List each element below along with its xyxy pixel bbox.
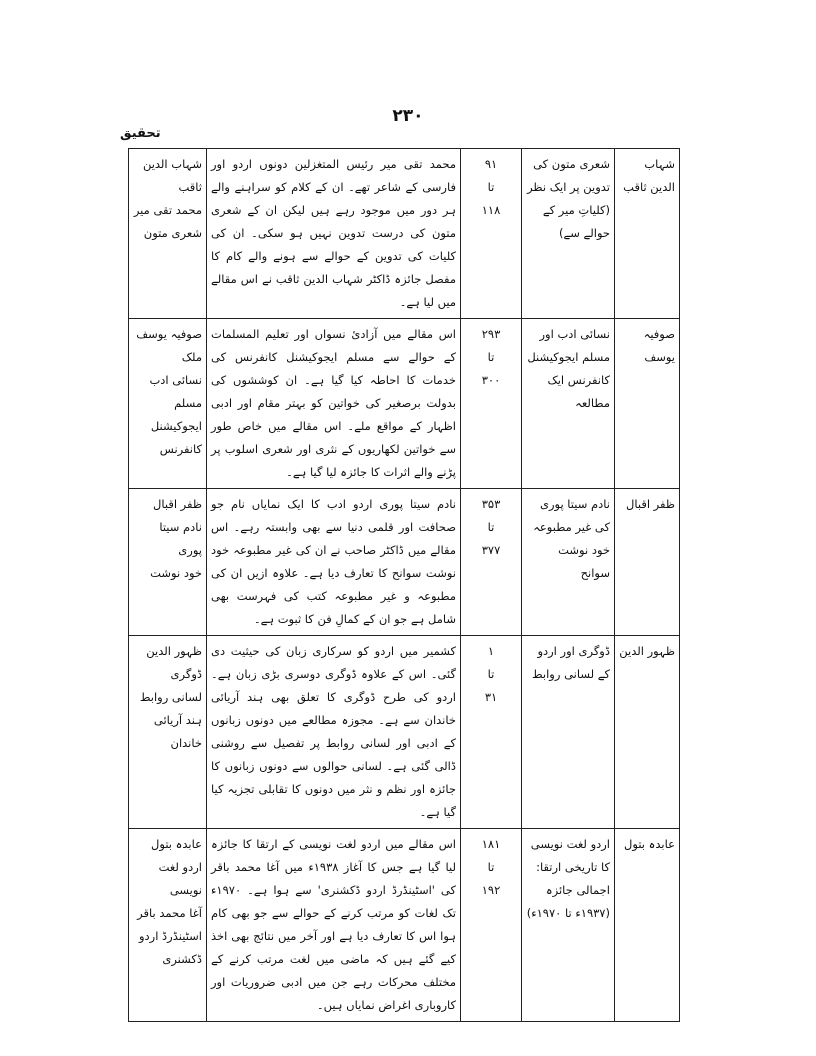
- summary-cell: اس مقالے میں آزادئ نسواں اور تعلیم المسلمات کے حوالے سے مسلم ایجوکیشنل کانفرنس کی خدمات کا احاطہ کیا گیا ہے۔ ان کوششوں کی بدولت برصغیر کی خواتین کو بہتر مقام اور ادبی اظہار کے مواقع ملے۔ اس مقالے میں خاص طور سے خواتین لکھاریوں کے نثری اور شعری اسلوب پر پڑنے والے اثرات کا جائزہ لیا گیا ہے۔: [207, 319, 461, 489]
- keyword: ظہور الدین: [146, 644, 202, 658]
- author-cell: شہاب الدین ثاقب: [615, 149, 680, 319]
- article-index-table: [128, 148, 680, 1022]
- keyword: کانفرنس: [159, 442, 202, 456]
- pages-cell: [461, 489, 522, 636]
- keyword: ظفر اقبال: [153, 497, 202, 511]
- page-to-label: تا: [487, 667, 495, 681]
- page-to: ۳۱: [484, 690, 498, 704]
- table-row: [129, 829, 680, 1022]
- title-cell: شعری متون کی تدوین پر ایک نظر (کلیاتِ میر کے حوالے سے): [522, 149, 615, 319]
- keywords-cell: [129, 636, 207, 829]
- keyword: شعری متون: [143, 226, 202, 240]
- page-from: ۲۹۳: [481, 327, 501, 341]
- page-to: ۳۰۰: [481, 373, 501, 387]
- summary-cell: اس مقالے میں اردو لغت نویسی کے ارتقا کا جائزہ لیا گیا ہے جس کا آغاز ۱۹۳۸ء میں آغا محمد باقر کی 'اسٹینڈرڈ اردو ڈکشنری' سے ہوا ہے۔ ۱۹۷۰ء تک لغات کو مرتب کرنے کے حوالے سے جو بھی کام ہوا اس کا تعارف دیا ہے اور آخر میں نتائج بھی اخذ کیے گئے ہیں کہ ماضی میں لغت مرتب کرنے کے مختلف محرکات رہے جن میں ادبی ضروریات اور کاروباری اغراض نمایاں ہیں۔: [207, 829, 461, 1022]
- keyword: شہاب الدین ثاقب: [142, 157, 202, 194]
- page-from: ۹۱: [484, 157, 498, 171]
- author-cell: ظہور الدین: [615, 636, 680, 829]
- author-cell: صوفیہ یوسف: [615, 319, 680, 489]
- summary-cell: نادم سیتا پوری اردو ادب کا ایک نمایاں نام جو صحافت اور قلمی دنیا سے بھی وابستہ رہے۔ اس مقالے میں ڈاکٹر صاحب نے ان کی غیر مطبوعہ خود نوشت سوانح کا تعارف دیا ہے۔ علاوہ ازیں ان کی مطبوعہ و غیر مطبوعہ کتب کی فہرست بھی شامل ہے جو ان کے کمالِ فن کا ثبوت ہے۔: [207, 489, 461, 636]
- pages-cell: [461, 829, 522, 1022]
- keyword: لسانی روابط: [139, 690, 202, 704]
- pages-cell: [461, 636, 522, 829]
- title-cell: نادم سیتا پوری کی غیر مطبوعہ خود نوشت سوانح: [522, 489, 615, 636]
- keyword: آغا محمد باقر: [137, 906, 202, 920]
- title-cell: ڈوگری اور اردو کے لسانی روابط: [522, 636, 615, 829]
- keywords-cell: [129, 149, 207, 319]
- keyword: مسلم ایجوکیشنل: [150, 396, 202, 433]
- page-to-label: تا: [487, 860, 495, 874]
- page-to: ۳۷۷: [481, 543, 501, 557]
- page-number: ۲۳۰: [392, 106, 424, 126]
- page-to: ۱۱۸: [481, 203, 501, 217]
- page-from: ۱: [487, 644, 495, 658]
- keyword: خود نوشت: [150, 566, 202, 580]
- title-cell: نسائی ادب اور مسلم ایجوکیشنل کانفرنس ایک مطالعہ: [522, 319, 615, 489]
- author-cell: ظفر اقبال: [615, 489, 680, 636]
- page-from: ۱۸۱: [481, 837, 501, 851]
- keyword: اسٹینڈرڈ اردو: [138, 929, 202, 943]
- page-to: ۱۹۲: [481, 883, 501, 897]
- keyword: نسائی ادب: [149, 373, 202, 387]
- table-row: [129, 489, 680, 636]
- page-to-label: تا: [487, 520, 495, 534]
- page-to-label: تا: [487, 350, 495, 364]
- title-cell: اردو لغت نویسی کا تاریخی ارتقا: اجمالی جائزہ (۱۹۳۷ء تا ۱۹۷۰ء): [522, 829, 615, 1022]
- table-row: [129, 149, 680, 319]
- pages-cell: [461, 149, 522, 319]
- author-cell: عابدہ بتول: [615, 829, 680, 1022]
- keyword: صوفیہ یوسف ملک: [136, 327, 202, 364]
- page-from: ۳۵۳: [481, 497, 501, 511]
- keyword: عابدہ بتول: [151, 837, 202, 851]
- pages-cell: [461, 319, 522, 489]
- keywords-cell: [129, 829, 207, 1022]
- table-row: [129, 636, 680, 829]
- table-row: [129, 319, 680, 489]
- keyword: ڈکشنری: [162, 952, 202, 966]
- keyword: نادم سیتا پوری: [159, 520, 202, 557]
- keyword: ہند آریائی خاندان: [153, 713, 202, 750]
- keyword: ڈوگری: [170, 667, 202, 681]
- running-head: تحقیق: [120, 126, 161, 141]
- summary-cell: محمد تقی میر رئیس المتغزلین دونوں اردو اور فارسی کے شاعر تھے۔ ان کے کلام کو سراہنے والے ہر دور میں موجود رہے ہیں لیکن ان کے شعری متون کی درست تدوین نہیں ہو سکی۔ ان کی کلیات کی تدوین کے حوالے سے ہونے والے کام کا مفصل جائزہ ڈاکٹر شہاب الدین ثاقب نے اس مقالے میں لیا ہے۔: [207, 149, 461, 319]
- keyword: اردو لغت نویسی: [158, 860, 202, 897]
- keywords-cell: [129, 319, 207, 489]
- keyword: محمد تقی میر: [133, 203, 202, 217]
- summary-cell: کشمیر میں اردو کو سرکاری زبان کی حیثیت دی گئی۔ اس کے علاوہ ڈوگری دوسری بڑی زبان ہے۔ اردو کی طرح ڈوگری کا تعلق بھی ہند آریائی خاندان سے ہے۔ مجوزہ مطالعے میں دونوں زبانوں کے ادبی اور لسانی روابط پر تفصیل سے روشنی ڈالی گئی ہے۔ لسانی حوالوں سے دونوں زبانوں کا جائزہ اور نظم و نثر میں دونوں کا تقابلی تجزیہ کیا گیا ہے۔: [207, 636, 461, 829]
- keywords-cell: [129, 489, 207, 636]
- page-to-label: تا: [487, 180, 495, 194]
